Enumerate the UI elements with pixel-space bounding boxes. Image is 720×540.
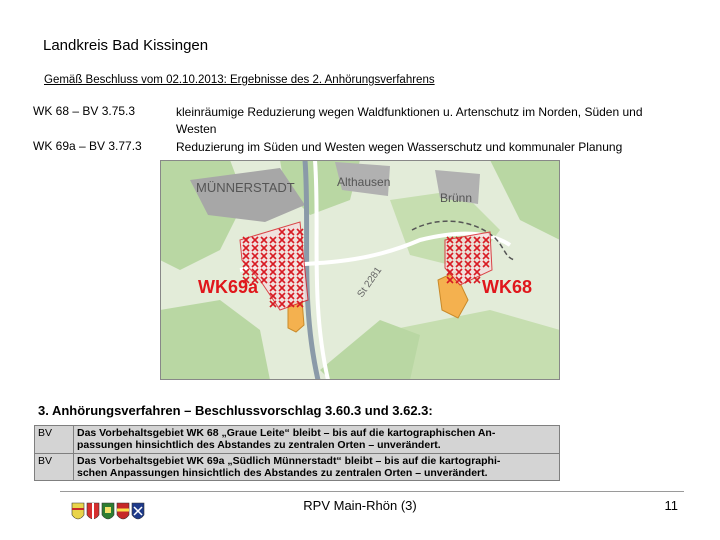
bv-text-line1: Das Vorbehaltsgebiet WK 68 „Graue Leite“ bleibt – bis auf die kartographischen An- bbox=[77, 427, 496, 439]
bv-table bbox=[34, 425, 560, 481]
decision-text-wk68-line2: Westen bbox=[176, 122, 217, 136]
decision-text-wk68-line1: kleinräumige Reduzierung wegen Waldfunktionen u. Artenschutz im Norden, Süden und bbox=[176, 105, 643, 119]
bv-text-line2: passungen hinsichtlich des Abstandes zu zentralen Orten – unverändert. bbox=[77, 439, 441, 451]
decision-code-wk69a: WK 69a – BV 3.77.3 bbox=[33, 139, 142, 153]
bv-text bbox=[74, 453, 560, 481]
place-label: MÜNNERSTADT bbox=[196, 180, 295, 195]
page-number: 11 bbox=[664, 498, 678, 513]
decision-text-wk68 bbox=[176, 104, 666, 138]
area-label: WK68 bbox=[482, 277, 533, 297]
bv-text-line2: schen Anpassungen hinsichtlich des Abstandes zu zentralen Orten – unverändert. bbox=[77, 466, 488, 479]
table-row bbox=[35, 426, 560, 454]
procedure-heading: 3. Anhörungsverfahren – Beschlussvorschlag 3.60.3 und 3.62.3: bbox=[38, 403, 433, 418]
place-label: Brünn bbox=[440, 191, 473, 205]
footer-organization: RPV Main-Rhön (3) bbox=[303, 498, 417, 513]
bv-code: BV bbox=[35, 453, 74, 481]
table-row bbox=[35, 453, 560, 481]
decision-text-wk69a: Reduzierung im Süden und Westen wegen Wasserschutz und kommunaler Planung bbox=[176, 140, 623, 154]
bv-code: BV bbox=[35, 426, 74, 454]
bv-text-line1: Das Vorbehaltsgebiet WK 69a „Südlich Münnerstadt“ bleibt – bis auf die kartographi- bbox=[77, 454, 501, 467]
district-coat-of-arms-logos bbox=[70, 501, 150, 525]
place-label: Althausen bbox=[337, 175, 391, 189]
page-title: Landkreis Bad Kissingen bbox=[43, 37, 209, 54]
area-label: WK69a bbox=[198, 277, 259, 297]
page-subtitle: Gemäß Beschluss vom 02.10.2013: Ergebnisse des 2. Anhörungsverfahrens bbox=[44, 74, 435, 86]
decision-code-wk68: WK 68 – BV 3.75.3 bbox=[33, 104, 136, 118]
road-label: St 2281 bbox=[355, 265, 385, 300]
area-map bbox=[160, 160, 560, 380]
bv-text bbox=[74, 426, 560, 454]
footer-divider bbox=[60, 491, 684, 492]
